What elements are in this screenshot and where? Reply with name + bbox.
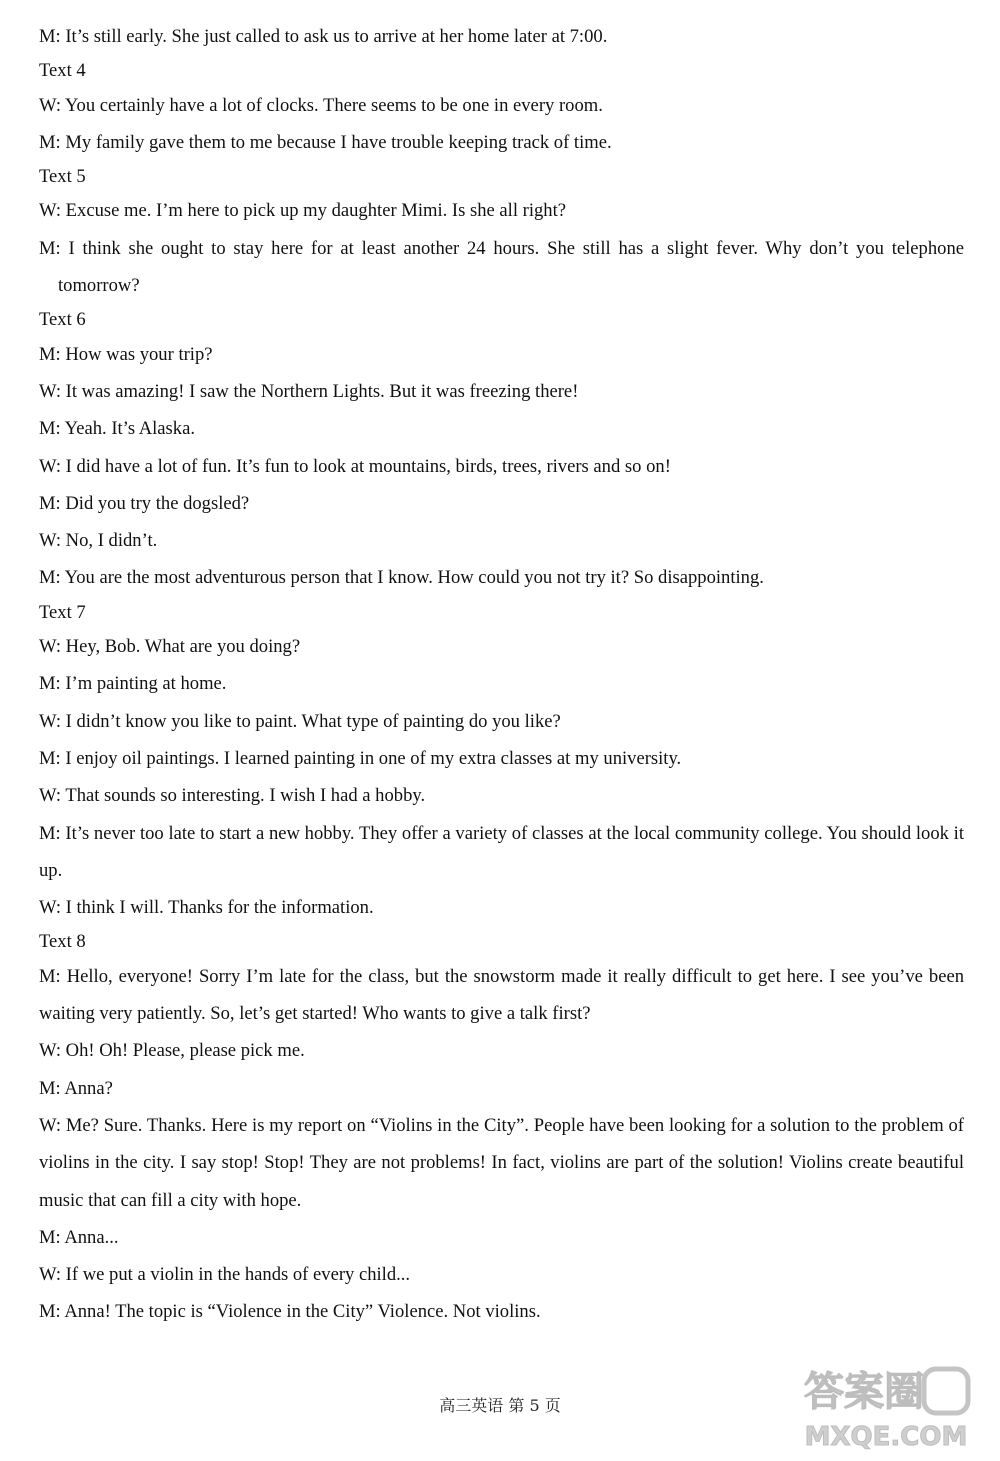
dialogue-line: M: I enjoy oil paintings. I learned painting in one of my extra classes at my university. bbox=[39, 747, 682, 769]
watermark-badge-frame bbox=[924, 1369, 968, 1413]
section-heading: Text 6 bbox=[39, 309, 86, 331]
dialogue-line: M: I’m painting at home. bbox=[39, 673, 227, 695]
site-watermark-logo bbox=[782, 1365, 982, 1453]
dialogue-line: W: I think I will. Thanks for the information. bbox=[39, 897, 374, 919]
dialogue-line: M: Anna! The topic is “Violence in the City” Violence. Not violins. bbox=[39, 1301, 541, 1323]
dialogue-line: W: That sounds so interesting. I wish I had a hobby. bbox=[39, 785, 426, 807]
dialogue-line: W: Me? Sure. Thanks. Here is my report on “Violins in the City”. People have been looking for a solution to the problem of violins in the city. I say stop! Stop! They are not problems! In fact, violins are part of the solution! Violins create beautiful music that can fill a city with hope. bbox=[39, 1114, 964, 1211]
watermark-bottom-text: MXQE.COM bbox=[804, 1422, 968, 1452]
dialogue-line: W: If we put a violin in the hands of every child... bbox=[39, 1264, 411, 1286]
dialogue-line: W: Hey, Bob. What are you doing? bbox=[39, 636, 301, 658]
section-heading: Text 8 bbox=[39, 931, 86, 953]
watermark-top-text: 答案圈 bbox=[804, 1369, 924, 1415]
dialogue-line: M: You are the most adventurous person that I know. How could you not try it? So disappointing. bbox=[39, 567, 764, 589]
dialogue-line: M: How was your trip? bbox=[39, 343, 213, 365]
section-heading: Text 4 bbox=[39, 60, 86, 82]
section-heading: Text 5 bbox=[39, 166, 86, 188]
section-heading: Text 7 bbox=[39, 601, 86, 623]
page-footer: 高三英语 第 5 页 bbox=[439, 1396, 561, 1415]
dialogue-line: W: Excuse me. I’m here to pick up my daughter Mimi. Is she all right? bbox=[39, 200, 567, 222]
dialogue-line: M: My family gave them to me because I have trouble keeping track of time. bbox=[39, 131, 612, 153]
document-body bbox=[39, 18, 964, 1331]
dialogue-line: W: I did have a lot of fun. It’s fun to look at mountains, birds, trees, rivers and so on! bbox=[39, 455, 671, 477]
dialogue-line: M: I think she ought to stay here for at least another 24 hours. She still has a slight fever. Why don’t you telephone tomorrow? bbox=[39, 237, 964, 297]
dialogue-line: M: Anna? bbox=[39, 1077, 113, 1099]
dialogue-line: M: It’s never too late to start a new hobby. They offer a variety of classes at the local community college. You should look it up. bbox=[39, 822, 964, 881]
dialogue-line: W: You certainly have a lot of clocks. There seems to be one in every room. bbox=[39, 94, 603, 116]
dialogue-line: M: Anna... bbox=[39, 1226, 119, 1248]
dialogue-line: W: Oh! Oh! Please, please pick me. bbox=[39, 1040, 305, 1062]
dialogue-line: W: It was amazing! I saw the Northern Lights. But it was freezing there! bbox=[39, 380, 579, 402]
dialogue-line: W: No, I didn’t. bbox=[39, 530, 158, 552]
dialogue-line: W: I didn’t know you like to paint. What type of painting do you like? bbox=[39, 710, 561, 732]
dialogue-line: M: It’s still early. She just called to ask us to arrive at her home later at 7:00. bbox=[39, 26, 608, 47]
dialogue-line: M: Did you try the dogsled? bbox=[39, 492, 250, 514]
dialogue-line: M: Yeah. It’s Alaska. bbox=[39, 418, 195, 440]
dialogue-line: M: Hello, everyone! Sorry I’m late for the class, but the snowstorm made it really difficult to get here. I see you’ve been waiting very patiently. So, let’s get started! Who wants to give a talk first? bbox=[39, 965, 964, 1025]
